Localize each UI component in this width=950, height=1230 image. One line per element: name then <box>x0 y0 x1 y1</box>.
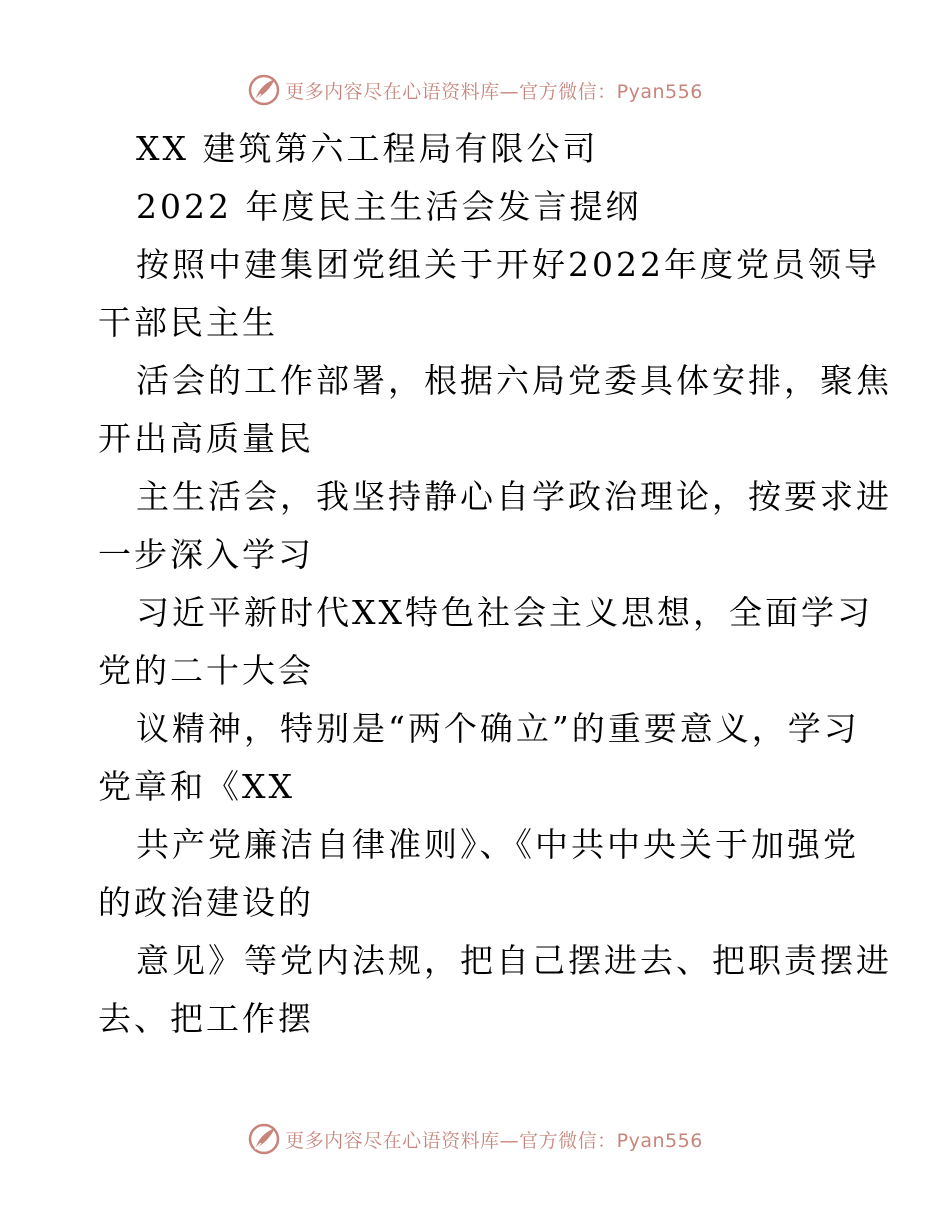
doc-line: 意见》等党内法规，把自己摆进去、把职责摆进 <box>136 941 892 980</box>
doc-line: 习近平新时代XX特色社会主义思想，全面学习 <box>136 593 873 632</box>
doc-line: 去、把工作摆 <box>98 999 314 1038</box>
doc-line: 主生活会，我坚持静心自学政治理论，按要求进 <box>136 477 892 516</box>
watermark-main-text: 更多内容尽在心语资料库 <box>285 1129 500 1152</box>
doc-line: 活会的工作部署，根据六局党委具体安排，聚焦 <box>136 361 892 400</box>
doc-line: 2022 年度民主生活会发言提纲 <box>136 187 642 226</box>
doc-line: 的政治建设的 <box>98 883 314 922</box>
doc-line: 党章和《XX <box>98 767 295 806</box>
document-body <box>98 120 892 1048</box>
doc-line: XX 建筑第六工程局有限公司 <box>136 129 599 168</box>
watermark-contact-text: 官方微信：Pyan556 <box>519 80 703 103</box>
feather-pen-icon <box>247 73 281 107</box>
watermark-contact-text: 官方微信：Pyan556 <box>519 1129 703 1152</box>
feather-pen-icon <box>247 1122 281 1156</box>
watermark-main-text: 更多内容尽在心语资料库 <box>285 80 500 103</box>
footer-watermark <box>0 1119 950 1159</box>
doc-line: 开出高质量民 <box>98 419 314 458</box>
doc-line: 一步深入学习 <box>98 535 314 574</box>
doc-line: 议精神，特别是“两个确立”的重要意义，学习 <box>136 709 860 748</box>
doc-line: 按照中建集团党组关于开好2022年度党员领导 <box>136 245 880 284</box>
doc-line: 干部民主生 <box>98 303 278 342</box>
doc-line: 党的二十大会 <box>98 651 314 690</box>
watermark-separator: — <box>499 80 520 103</box>
header-watermark <box>0 70 950 110</box>
watermark-separator: — <box>499 1129 520 1152</box>
doc-line: 共产党廉洁自律准则》、《中共中央关于加强党 <box>136 825 859 864</box>
